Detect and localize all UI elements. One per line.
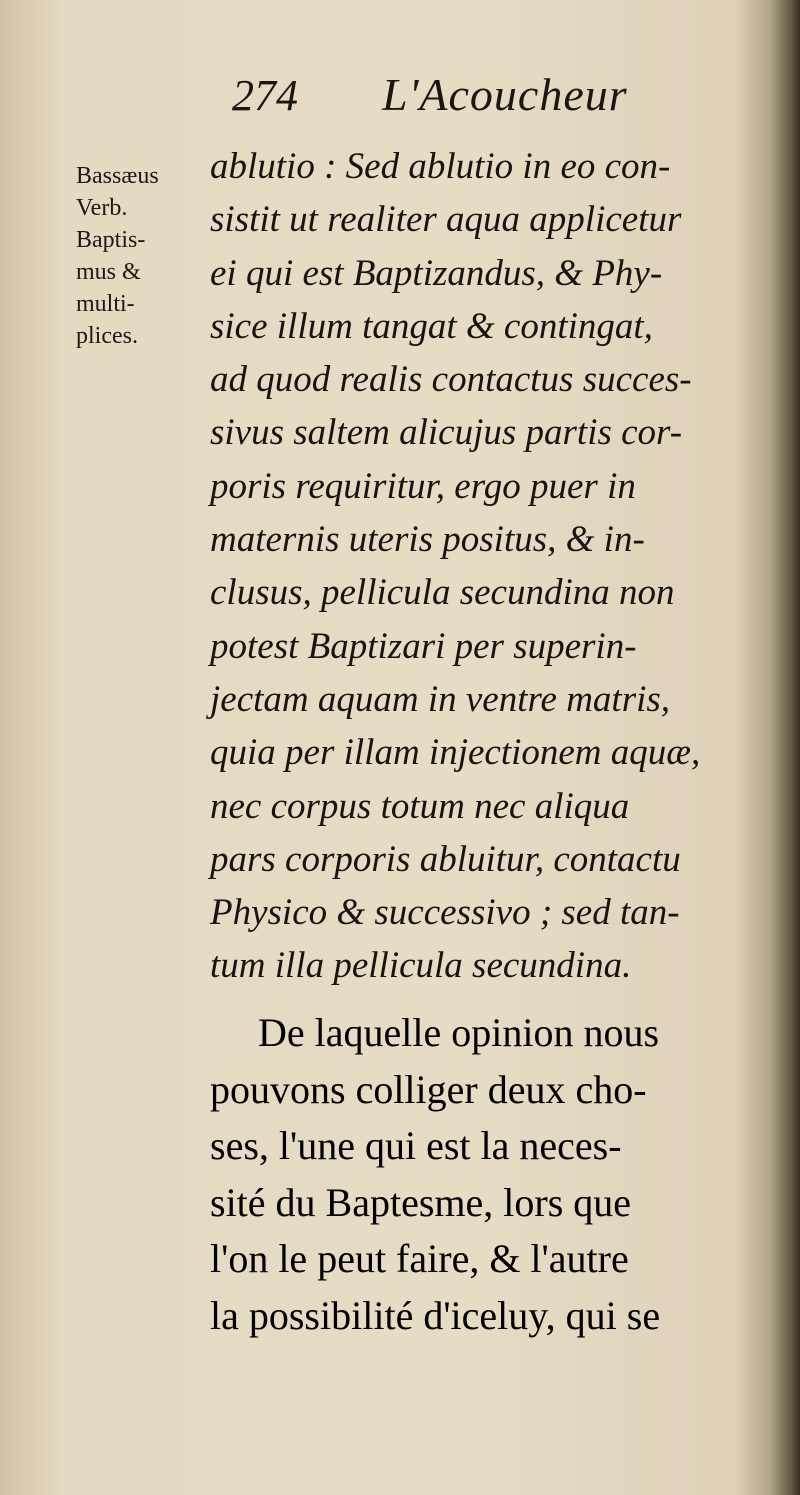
page-header	[232, 62, 772, 132]
text-line: pars corporis abluitur, contactu	[210, 838, 681, 880]
margin-note-line: Bassæus	[76, 163, 159, 189]
text-line: jectam aquam in ventre matris,	[210, 678, 671, 720]
text-line: maternis uteris positus, & in-	[210, 519, 645, 561]
text-line: quia per illam injectionem aquæ,	[210, 732, 701, 774]
margin-note-line: Baptis-	[76, 227, 146, 253]
text-line: l'on le peut faire, & l'autre	[210, 1236, 629, 1281]
text-line: Physico & successivo ; sed tan-	[210, 892, 680, 934]
french-passage	[210, 1005, 770, 1344]
text-line: nec corpus totum nec aliqua	[210, 785, 630, 827]
page-gutter-shadow	[770, 0, 800, 1495]
text-line: sistit ut realiter aqua applicetur	[210, 199, 682, 241]
text-line: tum illa pellicula secundina.	[210, 945, 632, 987]
text-line: De laquelle opinion nous	[258, 1010, 660, 1055]
text-line: ablutio : Sed ablutio in eo con-	[210, 146, 671, 187]
text-line: ei qui est Baptizandus, & Phy-	[210, 252, 663, 294]
text-line: la possibilité d'iceluy, qui se	[210, 1292, 661, 1338]
margin-note-line: multi-	[76, 291, 135, 317]
text-line: potest Baptizari per superin-	[210, 625, 637, 667]
latin-passage	[210, 140, 770, 993]
text-line: clusus, pellicula secundina non	[210, 572, 675, 614]
page-number: 274	[232, 71, 298, 120]
text-line: sice illum tangat & contingat,	[210, 305, 653, 347]
margin-note	[76, 160, 216, 352]
text-line: sité du Baptesme, lors que	[210, 1179, 632, 1225]
text-line: ses, l'une qui est la neces-	[210, 1123, 622, 1168]
text-line: pouvons colliger deux cho-	[210, 1066, 647, 1112]
text-line: poris requiritur, ergo puer in	[210, 465, 636, 507]
margin-note-line: mus &	[76, 259, 141, 285]
margin-note-line: plices.	[76, 323, 138, 349]
text-line: sivus saltem alicujus partis cor-	[210, 412, 683, 454]
margin-note-line: Verb.	[76, 195, 128, 221]
running-title: L'Acoucheur	[382, 69, 628, 120]
text-line: ad quod realis contactus succes-	[210, 359, 692, 401]
